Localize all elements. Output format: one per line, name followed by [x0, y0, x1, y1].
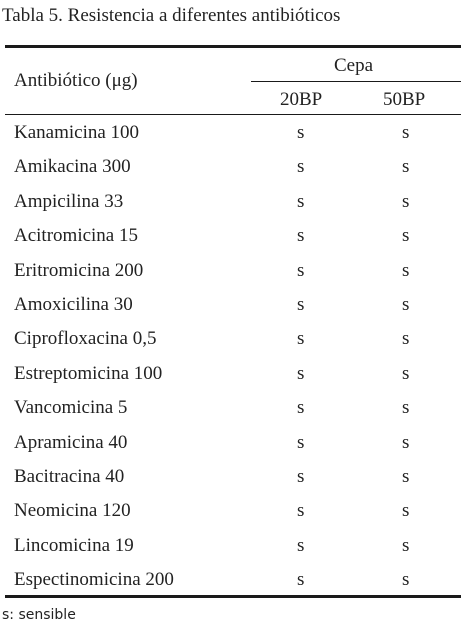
table-footnote: s: sensible — [2, 607, 76, 623]
value-20bp: s — [297, 534, 305, 556]
value-20bp: s — [297, 465, 305, 487]
antibiotic-name: Apramicina 40 — [14, 431, 128, 453]
table-row — [0, 219, 473, 253]
antibiotic-name: Estreptomicina 100 — [14, 362, 163, 384]
value-20bp: s — [297, 431, 305, 453]
table-row — [0, 254, 473, 288]
antibiotic-name: Amoxicilina 30 — [14, 293, 133, 315]
table-top-rule — [5, 45, 461, 48]
antibiotic-column-header: Antibiótico (μg) — [14, 70, 138, 91]
table-row — [0, 357, 473, 391]
antibiotic-name: Ciprofloxacina 0,5 — [14, 328, 157, 350]
column-header-50bp: 50BP — [383, 89, 426, 110]
table-row — [0, 563, 473, 597]
antibiotic-name: Espectinomicina 200 — [14, 569, 174, 591]
table-row — [0, 185, 473, 219]
value-50bp: s — [402, 225, 410, 247]
strain-group-rule — [251, 81, 461, 82]
antibiotic-name: Ampicilina 33 — [14, 190, 124, 212]
table-row — [0, 529, 473, 563]
value-50bp: s — [402, 293, 410, 315]
value-50bp: s — [402, 259, 410, 281]
table-row — [0, 150, 473, 184]
value-20bp: s — [297, 397, 305, 419]
value-20bp: s — [297, 122, 305, 143]
value-50bp: s — [402, 397, 410, 419]
value-20bp: s — [297, 225, 305, 247]
value-20bp: s — [297, 569, 305, 591]
antibiotic-name: Amikacina 300 — [14, 156, 131, 178]
table-row — [0, 460, 473, 494]
value-50bp: s — [402, 534, 410, 556]
antibiotic-name: Kanamicina 100 — [14, 122, 140, 143]
strain-group-header: Cepa — [334, 55, 374, 76]
table-row — [0, 494, 473, 528]
value-20bp: s — [297, 328, 305, 350]
table-row — [0, 426, 473, 460]
value-50bp: s — [402, 431, 410, 453]
value-50bp: s — [402, 328, 410, 350]
antibiotic-name: Acitromicina 15 — [14, 225, 138, 247]
antibiotic-name: Bacitracina 40 — [14, 465, 125, 487]
value-50bp: s — [402, 500, 410, 522]
antibiotic-name: Lincomicina 19 — [14, 534, 134, 556]
value-20bp: s — [297, 500, 305, 522]
table-row — [0, 322, 473, 356]
table-row — [0, 391, 473, 425]
table-row — [0, 116, 473, 150]
antibiotic-name: Neomicina 120 — [14, 500, 131, 522]
column-header-20bp: 20BP — [280, 89, 323, 110]
value-50bp: s — [402, 156, 410, 178]
value-50bp: s — [402, 465, 410, 487]
table-caption: Tabla 5. Resistencia a diferentes antibióticos — [2, 5, 341, 26]
value-20bp: s — [297, 362, 305, 384]
value-50bp: s — [402, 190, 410, 212]
table-row — [0, 288, 473, 322]
value-20bp: s — [297, 293, 305, 315]
antibiotic-name: Vancomicina 5 — [14, 397, 128, 419]
table-body — [0, 116, 473, 597]
value-50bp: s — [402, 569, 410, 591]
antibiotic-name: Eritromicina 200 — [14, 259, 144, 281]
value-20bp: s — [297, 259, 305, 281]
table-bottom-rule — [5, 595, 461, 598]
table-header-rule — [5, 114, 461, 115]
value-50bp: s — [402, 362, 410, 384]
value-50bp: s — [402, 122, 410, 143]
value-20bp: s — [297, 190, 305, 212]
value-20bp: s — [297, 156, 305, 178]
